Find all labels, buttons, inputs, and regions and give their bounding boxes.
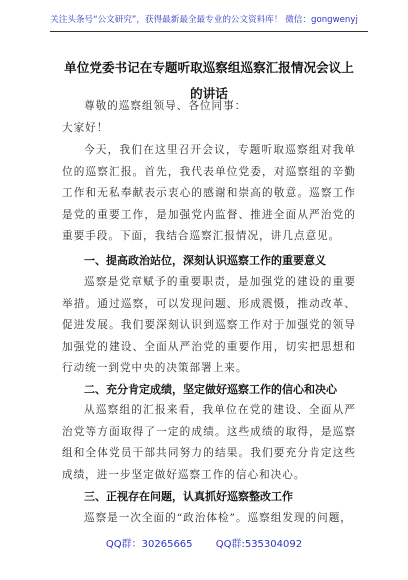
section2-paragraph: 从巡察组的汇报来看，我单位在党的建设、全面从严治党等方面取得了一定的成绩。这些成绩的取得，是巡察组和全体党员干部共同努力的结果。我们要充分肯定这些成绩，进一步坚定做好巡察工作的信心和决心。	[62, 404, 356, 481]
greeting: 大家好！	[62, 122, 109, 134]
header-divider	[50, 31, 368, 32]
document-title: 单位党委书记在专题听取巡察组巡察汇报情况会议上的讲话	[64, 60, 354, 101]
section3-paragraph: 巡察是一次全面的“政治体检”。巡察组发现的问题，	[84, 512, 352, 524]
footer-qq-group-2[interactable]: QQ群:535304092	[215, 539, 303, 550]
salutation: 尊敬的巡察组领导、各位同事：	[84, 100, 247, 112]
section1-heading: 一、提高政治站位，深刻认识巡察工作的重要意义	[84, 254, 326, 267]
header-banner[interactable]: 关注头条号“公文研究”，获得最新最全最专业的公文资料库！ 微信：gongwenyj	[50, 15, 358, 25]
footer-qq-group-1[interactable]: QQ群：30265665	[105, 539, 193, 550]
section1-paragraph: 巡察是党章赋予的重要职责，是加强党的建设的重要举措。通过巡察，可以发现问题、形成震慑，推动改革、促进发展。我们要深刻认识到巡察工作对于加强党的领导加强党的建设、全面从严治党的重要作用，切实把思想和行动统一到党中央的决策部署上来。	[62, 276, 356, 374]
section2-heading: 二、充分肯定成绩，坚定做好巡察工作的信心和决心	[84, 383, 337, 396]
section3-heading: 三、正视存在问题，认真抓好巡察整改工作	[84, 490, 293, 503]
footer-contact	[0, 535, 408, 550]
intro-paragraph: 今天，我们在这里召开会议，专题听取巡察组对我单位的巡察汇报。首先，我代表单位党委，对巡察组的辛勤工作和无私奉献表示衷心的感谢和崇高的敬意。巡察工作是党的重要工作，是加强党内监督、推进全面从严治党的重要手段。下面，我结合巡察汇报情况，讲几点意见。	[62, 144, 356, 242]
